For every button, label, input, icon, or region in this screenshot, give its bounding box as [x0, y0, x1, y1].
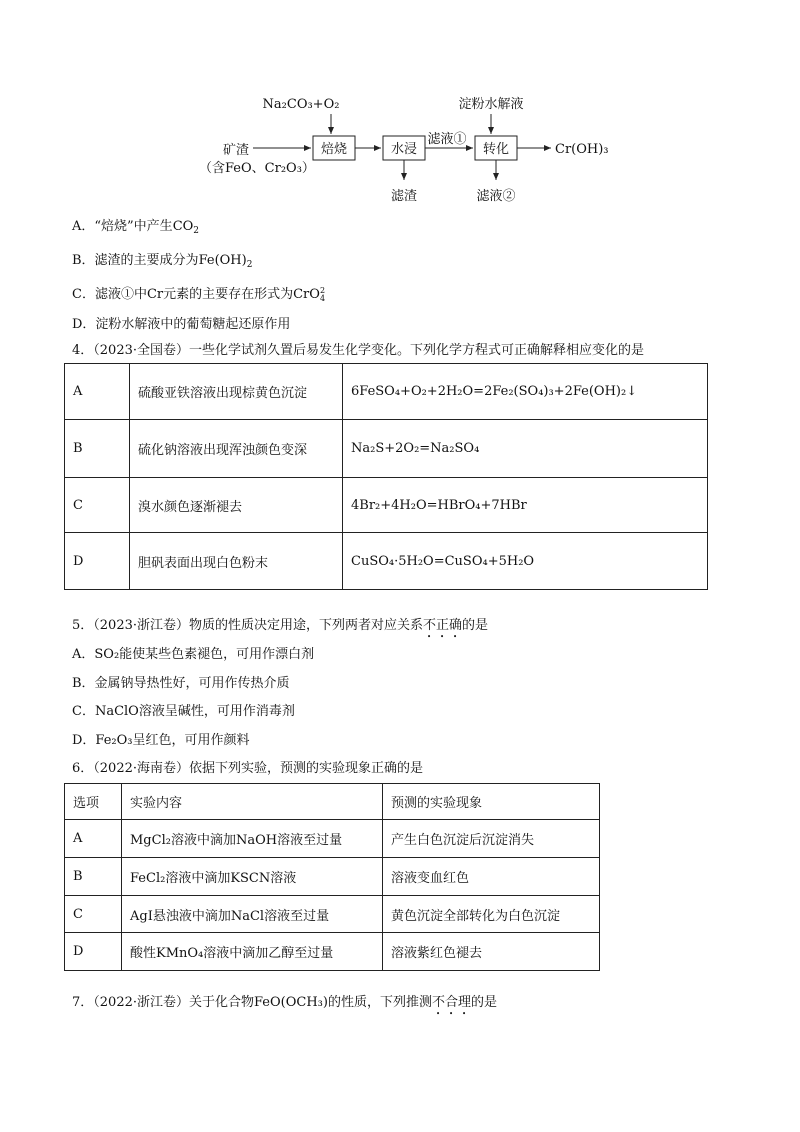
- table-row: [65, 858, 600, 896]
- q3-option-a: A．“焙烧”中产生$CO_2$: [72, 219, 200, 236]
- flow-box-convert-label: 转化: [482, 142, 510, 157]
- q6-header-content: 实验内容: [122, 784, 383, 820]
- q6-result-d: 溶液紫红色褪去: [383, 933, 600, 971]
- q5-option-c: C．NaClO溶液呈碱性，可用作消毒剂: [72, 704, 295, 719]
- table-row: [65, 533, 708, 590]
- flow-input-reagent: Na₂CO₃+O₂: [262, 97, 340, 112]
- q4-desc-d: 胆矾表面出现白色粉末: [130, 533, 343, 590]
- q5-option-a: A．SO₂能使某些色素褪色，可用作漂白剂: [72, 647, 315, 662]
- q4-eq-c: 4Br₂+4H₂O=HBrO₄+7HBr: [343, 478, 708, 533]
- q4-stem: 4．（2023·全国卷）一些化学试剂久置后易发生化学变化。下列化学方程式可正确解释相应变化的是: [72, 343, 644, 358]
- q3-option-c: C．滤液①中Cr元素的主要存在形式为CrO 2 4: [72, 285, 326, 303]
- q7-stem: 7．（2022·浙江卷）关于化合物FeO(OCH₃)的性质，下列推测不合理的是: [72, 995, 497, 1010]
- flow-box-roast-label: 焙烧: [320, 142, 348, 157]
- q4-eq-a: 6FeSO₄+O₂+2H₂O=2Fe₂(SO₄)₃+2Fe(OH)₂↓: [343, 364, 708, 420]
- q6-stem: 6．（2022·海南卷）依据下列实验，预测的实验现象正确的是: [72, 761, 423, 776]
- flow-product: Cr(OH)₃: [555, 142, 609, 157]
- q5-option-b: B．金属钠导热性好，可用作传热介质: [72, 676, 290, 691]
- q6-opt-d: D: [65, 933, 122, 971]
- q4-opt-d: D: [65, 533, 130, 590]
- q4-desc-b: 硫化钠溶液出现浑浊颜色变深: [130, 420, 343, 478]
- q4-opt-c: C: [65, 478, 130, 533]
- q4-opt-b: B: [65, 420, 130, 478]
- q3-option-d: D．淀粉水解液中的葡萄糖起还原作用: [72, 317, 291, 332]
- flow-start-sub: （含FeO、Cr₂O₃）: [199, 161, 315, 176]
- q6-table: [64, 783, 600, 971]
- q6-header-opt: 选项: [65, 784, 122, 820]
- flow-box-leach-label: 水浸: [390, 142, 418, 157]
- table-row: [65, 420, 708, 478]
- q6-header-result: 预测的实验现象: [383, 784, 600, 820]
- flow-filtrate2: 滤液②: [476, 189, 516, 204]
- q4-opt-a: A: [65, 364, 130, 420]
- q4-desc-c: 溴水颜色逐渐褪去: [130, 478, 343, 533]
- q4-desc-a: 硫酸亚铁溶液出现棕黄色沉淀: [130, 364, 343, 420]
- q5-option-d: D．Fe₂O₃呈红色，可用作颜料: [72, 733, 250, 748]
- table-row: [65, 364, 708, 420]
- table-row: [65, 933, 600, 971]
- q6-content-a: MgCl₂溶液中滴加NaOH溶液至过量: [122, 820, 383, 858]
- table-row: [65, 784, 600, 820]
- q6-opt-c: C: [65, 896, 122, 933]
- q6-opt-b: B: [65, 858, 122, 896]
- q4-eq-d: CuSO₄·5H₂O=CuSO₄+5H₂O: [343, 533, 708, 590]
- q6-result-b: 溶液变血红色: [383, 858, 600, 896]
- q6-opt-a: A: [65, 820, 122, 858]
- table-row: [65, 820, 600, 858]
- flow-start-label: 矿渣: [223, 143, 250, 158]
- flow-residue: 滤渣: [390, 189, 418, 204]
- table-row: [65, 478, 708, 533]
- q4-table: [64, 363, 708, 590]
- flow-filtrate1: 滤液①: [427, 132, 467, 147]
- q6-result-c: 黄色沉淀全部转化为白色沉淀: [383, 896, 600, 933]
- q6-content-d: 酸性KMnO₄溶液中滴加乙醇至过量: [122, 933, 383, 971]
- q3-option-b: B．滤渣的主要成分为$Fe(OH)_2$: [72, 253, 253, 270]
- q6-content-b: FeCl₂溶液中滴加KSCN溶液: [122, 858, 383, 896]
- q6-content-c: AgI悬浊液中滴加NaCl溶液至过量: [122, 896, 383, 933]
- table-row: [65, 896, 600, 933]
- process-flow-diagram: [195, 88, 615, 206]
- q5-stem: 5．（2023·浙江卷）物质的性质决定用途，下列两者对应关系不正确的是: [72, 618, 489, 633]
- q4-eq-b: Na₂S+2O₂=Na₂SO₄: [343, 420, 708, 478]
- flow-input-starch: 淀粉水解液: [458, 97, 524, 112]
- q6-result-a: 产生白色沉淀后沉淀消失: [383, 820, 600, 858]
